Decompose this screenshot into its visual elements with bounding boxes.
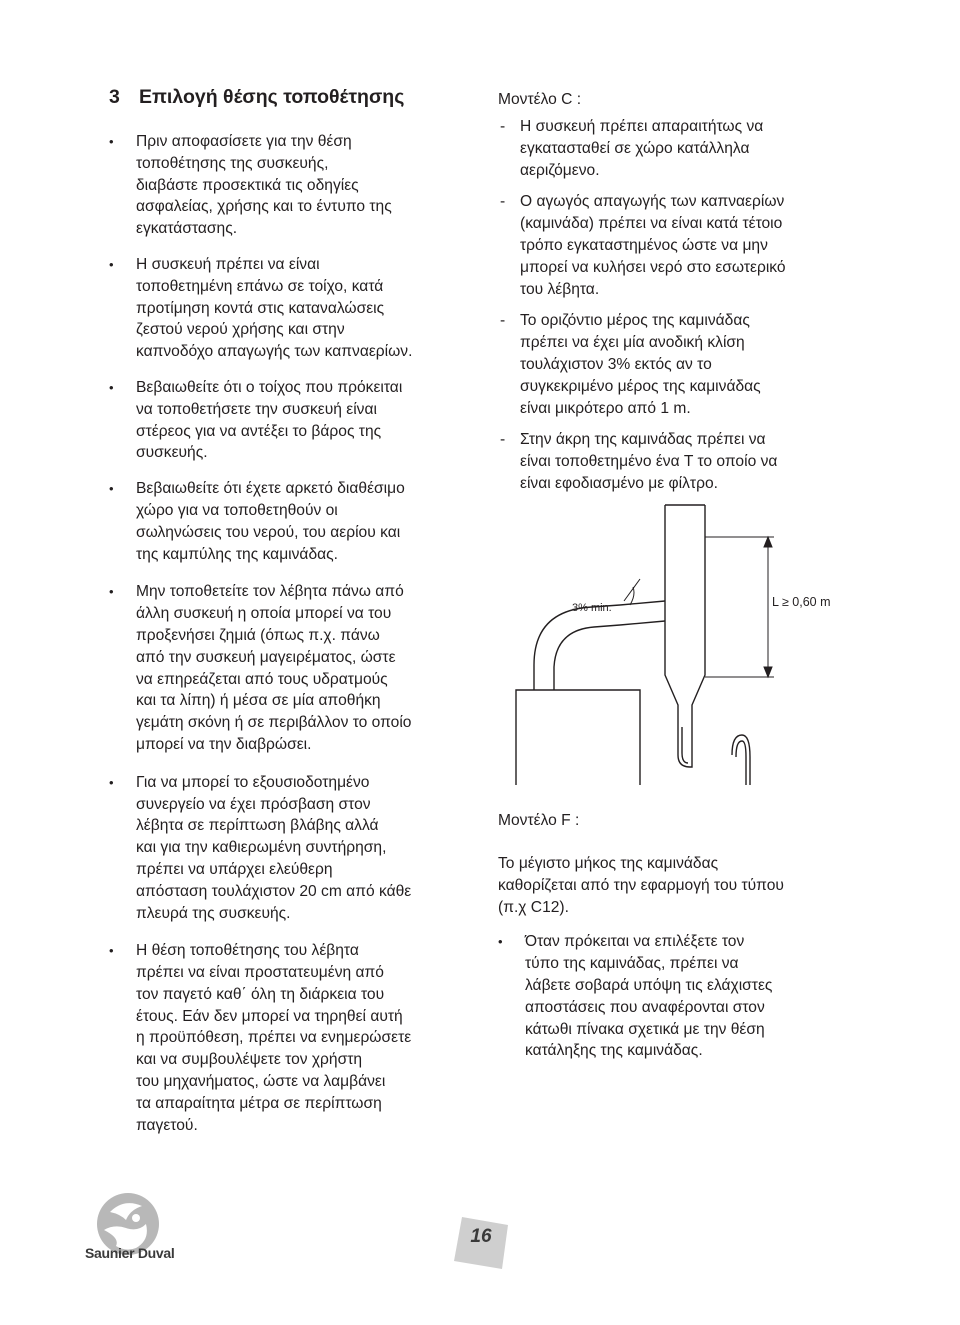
brand-name: Saunier Duval [85,1245,175,1261]
flue-horizontal [620,601,665,605]
flue-terminal [692,505,705,725]
model-f-text: Το μέγιστο μήκος της καμινάδας καθορίζεται από την εφαρμογή του τύπου (π.χ C12). [498,855,784,916]
bullet-item: • Πριν αποφασίσετε για την θέση τοποθέτησης της συσκευής, διαβάστε προσεκτικά τις οδηγίες ασφαλείας, χρήσης και το έντυπο της εγκατάστασης. [109,131,479,240]
model-c-item [498,310,858,419]
bullet-item: • Βεβαιωθείτε ότι ο τοίχος που πρόκειται να τοποθετήσετε την συσκευή είναι στέρεος για να αντέξει το βάρος της συσκευής. [109,377,479,464]
boiler-body [516,690,640,785]
model-c-item [498,429,858,494]
page-number: 16 [470,1226,492,1247]
section-title: Επιλογή θέσης τοποθέτησης [139,86,405,108]
bullet-item: • Βεβαιωθείτε ότι έχετε αρκετό διαθέσιμο χώρο για να τοποθετηθούν οι σωληνώσεις του νερού, του αερίου και της καμπύλης της καμινάδας. [109,478,479,565]
model-c-item-text: Η συσκευή πρέπει απαραιτήτως να εγκατασταθεί σε χώρο κατάλληλα αεριζόμενο. [520,118,764,179]
model-c-item [498,191,858,300]
slope-label: 3% min. [572,602,612,614]
model-f-section [498,810,858,1076]
placement-bullet-list [109,131,479,1136]
dash-marker: - [500,431,506,449]
section-number: 3 [109,86,120,108]
dash-marker: - [500,118,506,135]
model-f-bullet-list [498,931,858,1062]
drain-loop [678,725,692,767]
flue-elbow [534,605,620,690]
model-c-item-text: Το οριζόντιο μέρος της καμινάδας πρέπει να έχει μία ανοδική κλίση τουλάχιστον 3% εκτός αν το συγκεκριμένο μέρος της καμινάδας είναι μικρότερο από 1 m. [520,312,761,417]
slope-leader [624,579,640,601]
model-f-label: Μοντέλο F : [498,812,580,829]
drain-pipe [736,741,746,785]
dimension-arrow-top [764,537,772,547]
flue-elbow-inner [554,625,620,690]
model-c-label: Μοντέλο C : [498,91,582,108]
section-heading [109,86,479,109]
drain-pipe [732,735,750,785]
length-label: L ≥ 0,60 m [772,595,831,609]
bullet-item: • Όταν πρόκειται να επιλέξετε τον τύπο της καμινάδας, πρέπει να λάβετε σοβαρά υπόψη τις ελάχιστες αποστάσεις που αναφέρονται στον κάτωθι πίνακα σχετικά με την θέση κατάληξης της καμινάδας. [498,931,858,1062]
bullet-item: • Η θέση τοποθέτησης του λέβητα πρέπει να είναι προστατευμένη από τον παγετό καθ΄ όλη τη διάρκεια του έτους. Εάν δεν μπορεί να τηρηθεί αυτή η προϋπόθεση, πρέπει να ενημερώσετε και να συμβουλέψετε τον χρήστη του μηχανήματος, ώστε να λαμβάνει τα απαραίτητα μέτρα σε περίπτωση παγετού. [109,940,479,1136]
flue-terminal [665,505,678,725]
bullet-item: • Για να μπορεί το εξουσιοδοτημένο συνεργείο να έχει πρόσβαση στον λέβητα σε περίπτωση βλάβης αλλά και για την καθιερωμένη συντήρηση, πρέπει να υπάρχει ελεύθερη απόσταση τουλάχιστον 20 cm από κάθε πλευρά της συσκευής. [109,772,479,925]
flue-horizontal [620,621,665,625]
drain-loop [682,727,688,763]
flue-diagram [500,495,860,785]
model-c-item [498,116,858,181]
dash-marker: - [500,193,506,211]
dimension-arrow-bottom [764,667,772,677]
left-column [109,86,479,1150]
model-c-item-text: Στην άκρη της καμινάδας πρέπει να είναι τοποθετημένο ένα T το οποίο να είναι εφοδιασμένο με φίλτρο. [520,431,778,492]
dash-marker: - [500,312,506,330]
right-column [498,89,858,505]
bullet-item: • Η συσκευή πρέπει να είναι τοποθετημένη επάνω σε τοίχο, κατά προτίμηση κοντά στις καταναλώσεις ζεστού νερού χρήσης και στην καπνοδόχο απαγωγής των καπναερίων. [109,254,479,363]
model-c-item-text: Ο αγωγός απαγωγής των καπναερίων (καμινάδα) πρέπει να είναι κατά τέτοιο τρόπο εγκαταστημένος ώστε να μην μπορεί να κυλήσει νερό στο εσωτερικό του λέβητα. [520,193,786,298]
bullet-item: • Μην τοποθετείτε τον λέβητα πάνω από άλλη συσκευή η οποία μπορεί να του προξενήσει ζημιά (όπως π.χ. πάνω από την συσκευή μαγειρέματος, ώστε να επηρεάζεται από τους υδρατμούς και τα λίπη) ή μέσα σε μία αποθήκη γεμάτη σκόνη ή σε περιβάλλον το οποίο μπορεί να την διαβρώσει. [109,581,479,755]
model-c-list [498,116,858,495]
